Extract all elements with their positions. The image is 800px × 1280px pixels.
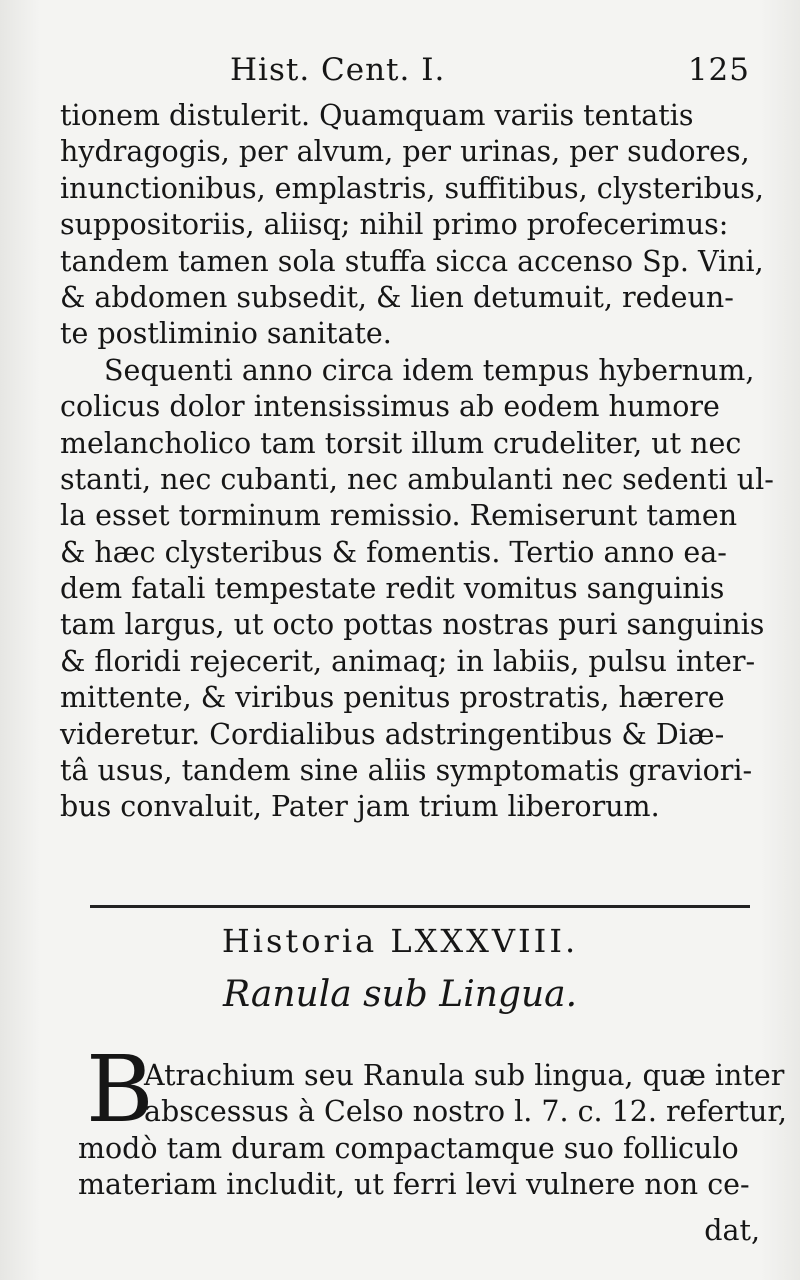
text-line: mittente, & viribus penitus prostratis, hærere (60, 681, 725, 715)
text-line: stanti, nec cubanti, nec ambulanti nec sedenti ul- (60, 462, 774, 496)
text-line: hydragogis, per alvum, per urinas, per sudores, (60, 135, 750, 169)
main-text (60, 98, 774, 826)
text-line: modò tam duram compactamque suo folliculo (78, 1131, 739, 1165)
catchword: dat, (704, 1214, 760, 1247)
text-line: & floridi rejecerit, animaq; in labiis, pulsu inter- (60, 644, 756, 678)
drop-cap: B (86, 1036, 154, 1143)
text-line: melancholico tam torsit illum crudeliter, ut nec (60, 426, 742, 460)
history-heading: Historia LXXXVIII. (221, 922, 579, 960)
text-line: dem fatali tempestate redit vomitus sanguinis (60, 572, 725, 606)
text-line: la esset torminum remissio. Remiserunt tamen (60, 499, 738, 533)
text-line: tionem distulerit. Quamquam variis tentatis (60, 99, 694, 132)
text-line: videretur. Cordialibus adstringentibus & Diæ- (60, 717, 725, 751)
text-line: materiam includit, ut ferri levi vulnere non ce- (78, 1168, 750, 1202)
text-line: inunctionibus, emplastris, suffitibus, clysteribus, (60, 171, 764, 205)
text-line: bus convaluit, Pater jam trium liberorum. (60, 790, 660, 824)
running-title: Hist. Cent. I. (230, 52, 446, 88)
text-line: Sequenti anno circa idem tempus hybernum, (104, 353, 755, 387)
page-number: 125 (687, 52, 750, 88)
text-line: suppositoriis, aliisq; nihil primo profecerimus: (60, 208, 729, 242)
text-line: abscessus à Celso nostro l. 7. c. 12. refertur, (144, 1095, 787, 1129)
text-line: tam largus, ut octo pottas nostras puri sanguinis (60, 608, 765, 642)
text-line: & abdomen subsedit, & lien detumuit, redeun- (60, 280, 734, 314)
history-text (78, 1058, 787, 1204)
running-head (60, 52, 750, 96)
text-line: te postliminio sanitate. (60, 317, 392, 351)
section-rule (90, 905, 750, 908)
text-line: Atrachium seu Ranula sub lingua, quæ inter (144, 1059, 785, 1092)
text-line: colicus dolor intensissimus ab eodem humore (60, 390, 720, 424)
text-line: & hæc clysteribus & fomentis. Tertio anno ea- (60, 535, 727, 569)
history-subheading: Ranula sub Lingua. (222, 974, 578, 1015)
text-line: tâ usus, tandem sine aliis symptomatis graviori- (60, 754, 753, 788)
text-line: tandem tamen sola stuffa sicca accenso Sp. Vini, (60, 244, 764, 278)
